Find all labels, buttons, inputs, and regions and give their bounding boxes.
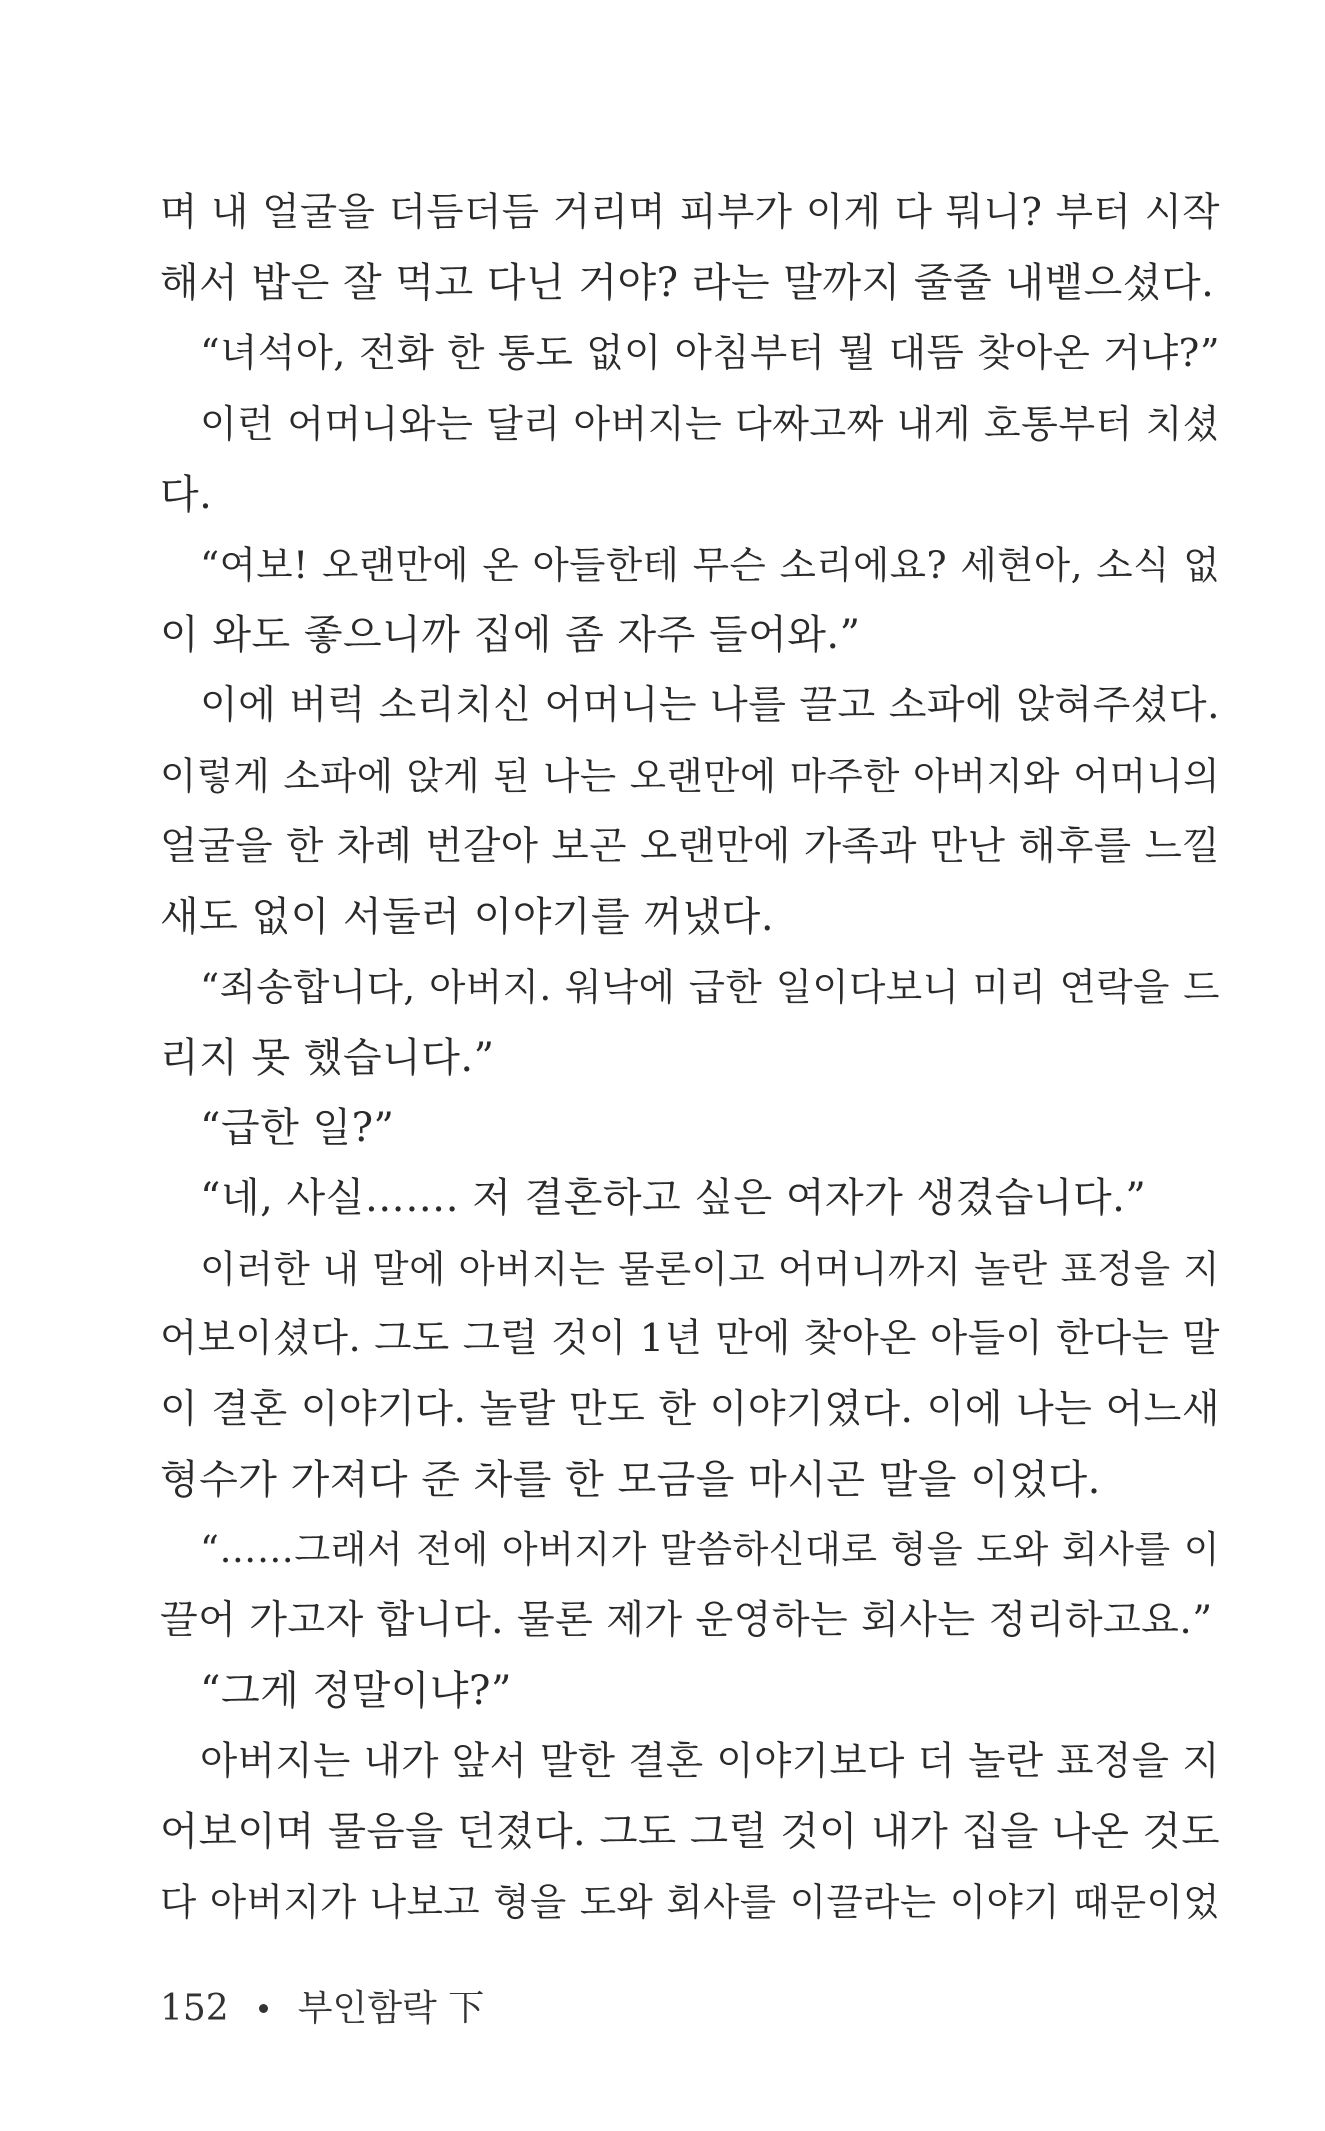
text-line: 이런 어머니와는 달리 아버지는 다짜고짜 내게 호통부터 치셨	[200, 402, 1220, 447]
text-line: 아버지는 내가 앞서 말한 결혼 이야기보다 더 놀란 표정을 지	[200, 1738, 1220, 1784]
text-line: 끌어 가고자 합니다. 물론 제가 운영하는 회사는 정리하고요.”	[160, 1597, 1213, 1643]
text-line: 다 아버지가 나보고 형을 도와 회사를 이끌라는 이야기 때문이었	[160, 1880, 1220, 1925]
text-line: “네, 사실……. 저 결혼하고 싶은 여자가 생겼습니다.”	[200, 1175, 1147, 1222]
separator-dot	[259, 2004, 268, 2013]
text-line: 얼굴을 한 차례 번갈아 보곤 오랜만에 가족과 만난 해후를 느낄	[160, 823, 1220, 869]
text-line: “급한 일?”	[200, 1105, 395, 1152]
book-title: 부인함락 下	[297, 1988, 485, 2029]
text-line: 어보이며 물음을 던졌다. 그도 그럴 것이 내가 집을 나온 것도	[160, 1808, 1220, 1855]
text-line: 형수가 가져다 준 차를 한 모금을 마시곤 말을 이었다.	[160, 1457, 1101, 1504]
page-number: 152	[160, 1988, 229, 2029]
text-line: “여보! 오랜만에 온 아들한테 무슨 소리에요? 세현아, 소식 없	[200, 542, 1220, 587]
text-line: 다.	[160, 471, 213, 518]
text-line: “……그래서 전에 아버지가 말씀하신대로 형을 도와 회사를 이	[200, 1528, 1220, 1572]
text-line: 새도 없이 서둘러 이야기를 꺼냈다.	[160, 893, 775, 940]
body-text	[160, 178, 1220, 1938]
text-line: 며 내 얼굴을 더듬더듬 거리며 피부가 이게 다 뭐니? 부터 시작	[160, 190, 1220, 235]
text-line: 어보이셨다. 그도 그럴 것이 1년 만에 찾아온 아들이 한다는 말	[160, 1316, 1220, 1362]
text-line: “그게 정말이냐?”	[200, 1668, 512, 1715]
page-footer	[160, 1985, 484, 2033]
text-line: “녀석아, 전화 한 통도 없이 아침부터 뭘 대뜸 찾아온 거냐?”	[200, 330, 1220, 376]
text-line: 이 결혼 이야기다. 놀랄 만도 한 이야기였다. 이에 나는 어느새	[160, 1386, 1220, 1432]
text-line: 이렇게 소파에 앉게 된 나는 오랜만에 마주한 아버지와 어머니의	[160, 754, 1220, 799]
text-line: 이러한 내 말에 아버지는 물론이고 어머니까지 놀란 표정을 지	[200, 1246, 1220, 1291]
text-line: “죄송합니다, 아버지. 워낙에 급한 일이다보니 미리 연락을 드	[200, 965, 1220, 1010]
text-line: 이에 버럭 소리치신 어머니는 나를 끌고 소파에 앉혀주셨다.	[200, 682, 1220, 728]
text-line: 이 와도 좋으니까 집에 좀 자주 들어와.”	[160, 612, 861, 659]
text-line: 리지 못 했습니다.”	[160, 1034, 495, 1081]
text-line: 해서 밥은 잘 먹고 다닌 거야? 라는 말까지 줄줄 내뱉으셨다.	[160, 260, 1215, 307]
